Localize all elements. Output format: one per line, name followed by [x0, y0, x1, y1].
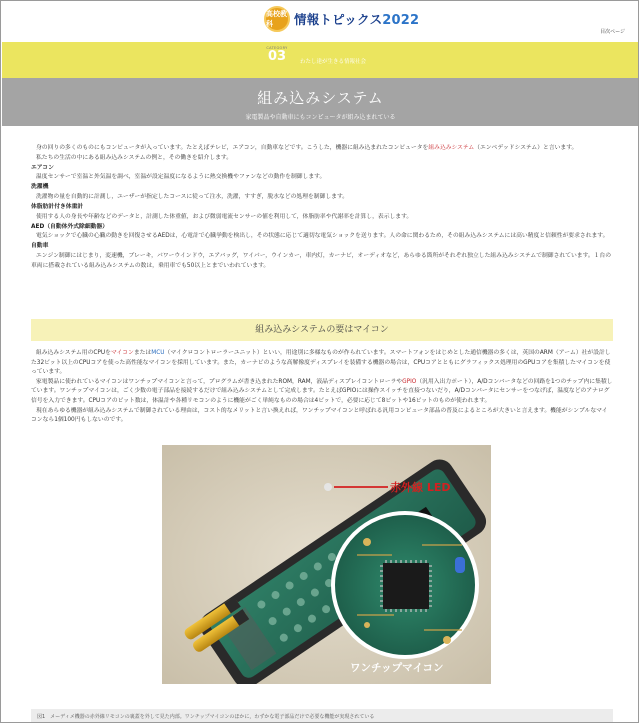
example-desc: エンジン制御にはじまり，変速機，ブレーキ，パワーウインドウ，エアバッグ，ワイパー，ウインカー，車内灯，カーナビ，オーディオなど，あらゆる箇所がそれぞれ独立した組み込みシステムで制御されています。１台の車両に搭載されている組み込みシステムの数は，乗用車でも50以上とまでいわれています。	[31, 253, 612, 269]
ir-led-label: 赤外線 LED	[390, 481, 451, 494]
section-text-c: （マイクロコントローラーユニット）といい，用途別に多様なものが作られています。スマートフォンをはじめとした通信機器の多くは，英国のARM（アーム）社が設計した32ビット以上のCPUコアを使った高性能なマイコンを採用しています。また，カーナビのような高解像度ディスプレイを装備する機器の場合は，CPUコアとともにグラフィックス処理用のGPUコアを集積したマイコンを使っています。	[31, 350, 611, 376]
mcu-link[interactable]: MCU	[151, 350, 165, 356]
page-title: 組み込みシステム	[257, 89, 384, 107]
mcu-label: ワンチップマイコン	[350, 662, 444, 674]
example-term: 自動車	[31, 243, 49, 250]
category-label: CATEGORY	[266, 46, 288, 50]
category-badge	[257, 46, 297, 64]
logo-badge-text: 高校教科	[266, 10, 287, 28]
section-text-b: または	[133, 350, 152, 356]
example-term: AED（自動体外式除細動器）	[31, 223, 109, 230]
embedded-system-link[interactable]: 組み込みシステム	[428, 145, 475, 151]
section-text-d: 家電製品に使われているマイコンはワンチップマイコンと言って，プログラムが書き込まれたROM，RAM，液晶ディスプレイコントローラや	[36, 378, 403, 385]
intro-text-b: （エンベデッドシステム）と言います。	[474, 145, 578, 151]
remote-control-photo	[162, 445, 491, 684]
intro-text-a: 身の回りの多くのものにもコンピュータが入っています。たとえばテレビ，エアコン，自動車などです。こうした，機器に組み込まれたコンピュータを	[36, 145, 429, 151]
category-title[interactable]: わたし達が生きる情報社会	[300, 59, 367, 65]
example-term: エアコン	[31, 164, 54, 171]
example-desc: 洗濯物の量を自動的に計測し，ユーザーが指定したコースに従って注水，洗濯，すすぎ，脱水などの処理を制御します。	[36, 193, 349, 200]
site-logo[interactable]	[264, 6, 419, 32]
intro-paragraph	[31, 144, 613, 154]
figure-caption: 図1 メーディメ機器の赤外線リモコンの裏蓋を外して見た内部。ワンチップマイコンのほかに，わずかな電子部品だけで必要な機能が実現されている	[31, 709, 613, 723]
remote-photo-illustration	[162, 445, 491, 684]
microcontroller-link[interactable]: マイコン	[110, 350, 134, 356]
logo-title-text: 情報トピックス	[294, 12, 383, 27]
category-number: 03	[267, 49, 287, 64]
example-term: 体脂肪計付き体重計	[31, 204, 84, 211]
intro-text	[31, 144, 613, 271]
example-desc: 温度センサーで室温と外気温を調べ，室温が設定温度になるように熱交換機やファンなどの動作を制御します。	[36, 174, 326, 181]
section-text	[31, 349, 613, 426]
example-term: 洗濯機	[31, 184, 49, 191]
page-subtitle: 家電製品や自動車にもコンピュータが組み込まれている	[245, 114, 396, 121]
logo-title	[294, 10, 419, 28]
mcu-chip-icon	[380, 560, 432, 612]
toc-link[interactable]: 目次ページ	[600, 29, 625, 35]
example-desc: 使用する人の身長や年齢などのデータと，計測した体重値，および微弱電流センサーの値を利用して，体脂肪率や代謝率を計算し，表示します。	[36, 213, 413, 220]
site-header	[2, 2, 639, 42]
section-paragraph-3: 現在あらゆる機器が組み込みシステムで制御されている理由は，コスト的なメリットと言い換えれば，ワンチップマイコンと呼ばれる汎用コンピュータ部品の普及によるところが大きいと言えます。機能がシンプルなマイコンなら1個100円もしないのです。	[31, 407, 608, 424]
gpio-link[interactable]: GPIO	[402, 378, 417, 385]
section-paragraph-1	[31, 349, 613, 378]
section-text-e: （汎用入出力ポート），A/Dコンバータなどの回路を1つのチップ内に集積しています。ワンチップマイコンは，ごく少数の電子部品を接続するだけで組み込みシステムとして完成します。たとえばGPIOには操作スイッチを直接つないだり，A/Dコンバータにセンサーをつなげば，温度などのアナログ信号を入力できます。CPUコアのビット数は，体温計や各種リモコンのように機能がごく単純なものの場合は4ビットで，必要に応じて8ビットや16ビットのものが使われます。	[31, 378, 613, 404]
section-text-a: 組み込みシステム用のCPUを	[36, 350, 111, 356]
intro-paragraph-2: 私たちの生活の中にある組み込みシステムの例と，その働きを紹介します。	[36, 154, 233, 161]
logo-year: 2022	[382, 13, 420, 28]
example-desc: 電気ショックで心臓の心臓の動きを回復させるAEDは，心電計で心臓挙動を検出し，その状態に応じて適切な電気ショックを送ります。人の命に関わるため，その組み込みシステムには高い精度と信頼性が要求されます。	[36, 233, 609, 240]
section-paragraph-2	[31, 378, 613, 407]
section-heading: 組み込みシステムの要はマイコン	[31, 319, 613, 341]
ir-led-icon	[324, 483, 332, 491]
logo-badge-icon	[264, 6, 290, 32]
category-band	[2, 42, 639, 78]
title-bar	[2, 78, 639, 126]
